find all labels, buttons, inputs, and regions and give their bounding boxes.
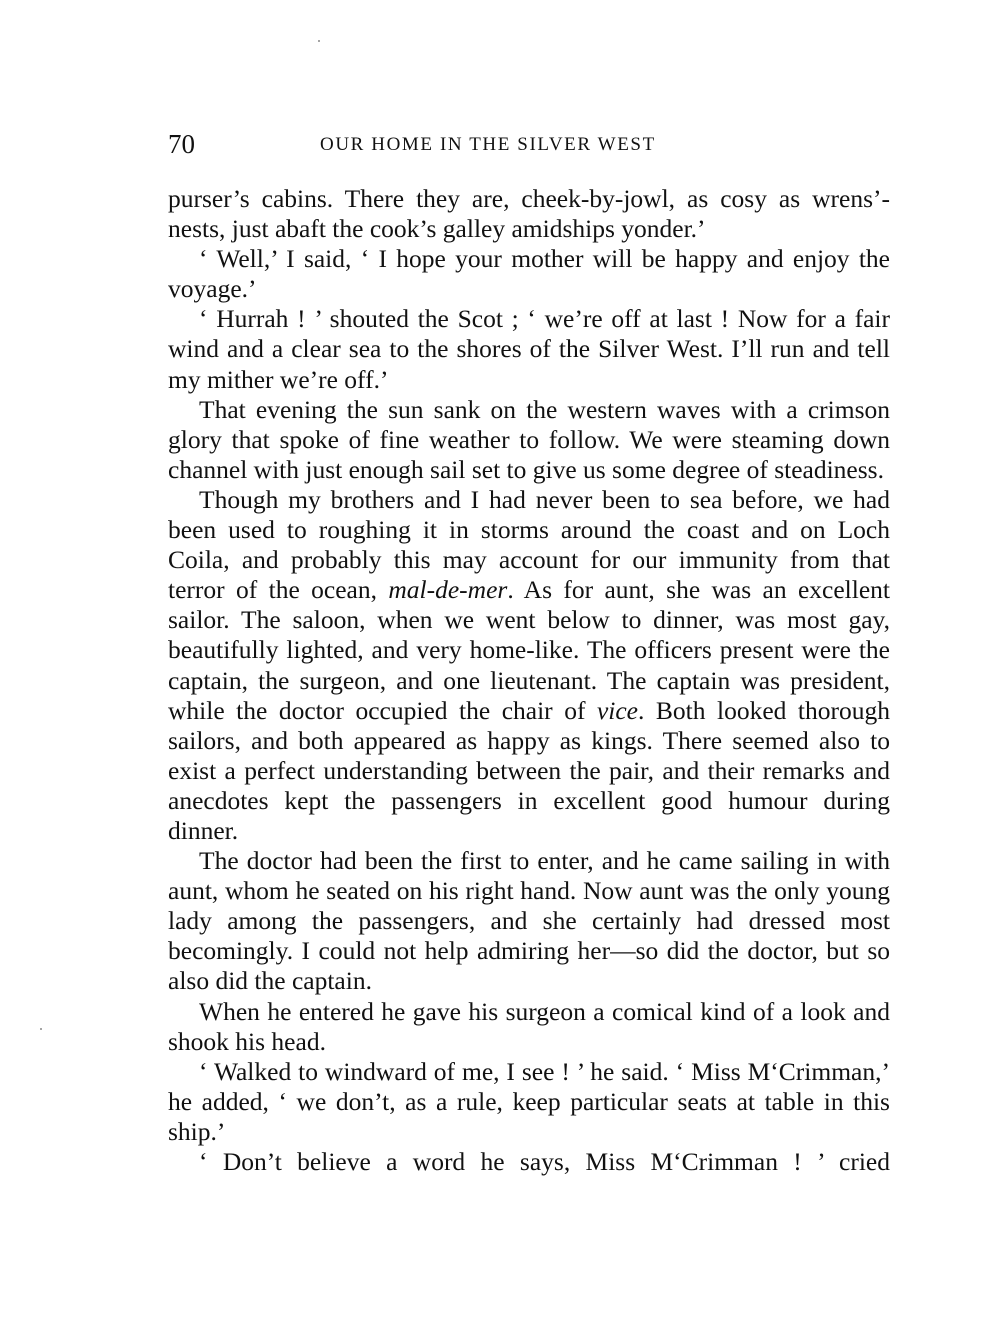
text-run: That evening the sun sank on the western waves with a crimson glory that spoke of fine weather to follow. We were steaming down channel with just enough sail set to give us some degree of steadiness. bbox=[168, 394, 890, 484]
paragraph bbox=[168, 184, 890, 244]
running-head bbox=[168, 128, 890, 160]
paragraph bbox=[168, 395, 890, 485]
text-run: Though my brothers and I had never been to sea before, we had been used to roughing it in storms around the coast and on Loch Coila, and probably this may account for our immunity from that terror of the ocean, bbox=[168, 484, 890, 605]
text-run: ‘ Walked to windward of me, I see ! ’ he said. ‘ Miss M‘Crimman,’ he added, ‘ we don’t, as a rule, keep particular seats at table in this ship.’ bbox=[168, 1056, 890, 1146]
paper-speck bbox=[40, 1028, 42, 1030]
italic-phrase: mal-de-mer bbox=[388, 575, 508, 605]
paragraph bbox=[168, 846, 890, 996]
paragraph bbox=[168, 244, 890, 304]
paragraph bbox=[168, 1057, 890, 1147]
text-run: When he entered he gave his surgeon a comical kind of a look and shook his head. bbox=[168, 996, 890, 1056]
text-run: . Both looked thorough sailors, and both appeared as happy as kings. There seemed also to exist a perfect understanding between the pair, and their remarks and anecdotes kept the passengers in excellent good humour during dinner. bbox=[168, 695, 890, 845]
text-run: . As for aunt, she was an excellent sailor. The saloon, when we went below to dinner, was most gay, beautifully lighted, and very home-like. The officers present were the captain, the surgeon, and one lieutenant. The captain was president, while the doctor occupied the chair of bbox=[168, 575, 891, 725]
page-number: 70 bbox=[168, 129, 195, 159]
paragraph bbox=[168, 304, 890, 394]
paragraph bbox=[168, 1147, 890, 1177]
paragraph bbox=[168, 997, 890, 1057]
running-title: OUR HOME IN THE SILVER WEST bbox=[320, 134, 656, 155]
text-run: The doctor had been the first to enter, and he came sailing in with aunt, whom he seated on his right hand. Now aunt was the only young lady among the passengers, and she certainly had dressed most becomingly. I could not help admiring her—so did the doctor, but so also did the captain. bbox=[168, 846, 890, 996]
text-run: ‘ Hurrah ! ’ shouted the Scot ; ‘ we’re off at last ! Now for a fair wind and a clear sea to the shores of the Silver West. I’ll run and tell my mither we’re off.’ bbox=[168, 304, 890, 394]
text-run: ‘ Well,’ I said, ‘ I hope your mother will be happy and enjoy the voyage.’ bbox=[168, 244, 890, 304]
text-run: purser’s cabins. There they are, cheek-by-jowl, as cosy as wrens’-nests, just abaft the cook’s galley amidships yonder.’ bbox=[168, 184, 890, 244]
body-text bbox=[168, 184, 890, 1177]
paragraph bbox=[168, 485, 890, 846]
italic-phrase: vice bbox=[596, 695, 638, 725]
text-run: ‘ Don’t believe a word he says, Miss M‘Crimman ! ’ cried bbox=[199, 1147, 890, 1176]
paper-speck bbox=[318, 40, 320, 42]
